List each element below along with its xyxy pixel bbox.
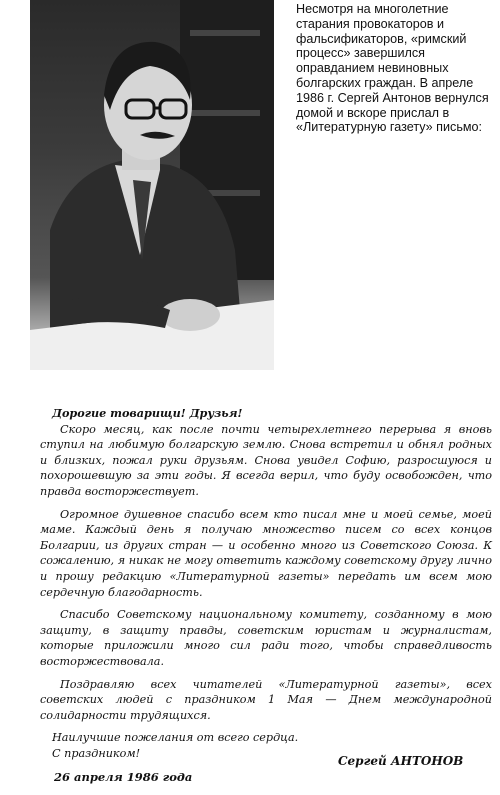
portrait-photo [30,0,274,370]
letter-signature: Сергей АНТОНОВ [338,754,464,768]
intro-text: Несмотря на многолетние старания провокаторов и фальсификаторов, «римский процесс» завершился оправданием невиновных болгарских граждан. В апреле 1986 г. Сергей Антонов вернулся домой и вскоре прислал в «Литературную газету» письмо: [296,2,489,135]
letter-paragraph-4: Поздравляю всех читателей «Литературной газеты», всех советских людей с праздником 1 Мая — Днем международной солидарности трудящихся. [40,677,492,722]
letter-paragraph-2: Огромное душевное спасибо всем кто писал мне и моей семье, моей маме. Каждый день я получаю множество писем со всех концов Болгарии, из других стран — и особенно много из Советского Союза. К сожалению, я никак не могу ответить каждому советскому другу лично и прошу редакцию «Литературной газеты» передать им всем мою сердечную благодарность. [40,507,492,599]
letter-paragraph-1: Скоро месяц, как после почти четырехлетнего перерыва я вновь ступил на любимую болгарскую землю. Снова встретил и обнял родных и близких, пожал руки друзьям. Снова увидел Софию, разросшуюся и похорошевшую за эти годы. Я всегда верил, что буду освобожден, что правда восторжествует. [40,422,492,498]
letter-greeting: Дорогие товарищи! Друзья! [52,406,243,420]
portrait-illustration [30,0,274,370]
letter-body [40,406,492,761]
letter-paragraph-3: Спасибо Советскому национальному комитету, созданному в мою защиту, в защиту правды, советским юристам и журналистам, которые приложили много сил ради того, чтобы справедливость восторжествовала. [40,608,492,668]
letter-closing-wishes: Наилучшие пожелания от всего сердца. [52,731,299,745]
letter-date: 26 апреля 1986 года [54,770,193,784]
letter-closing-holiday: С праздником! [52,746,141,760]
